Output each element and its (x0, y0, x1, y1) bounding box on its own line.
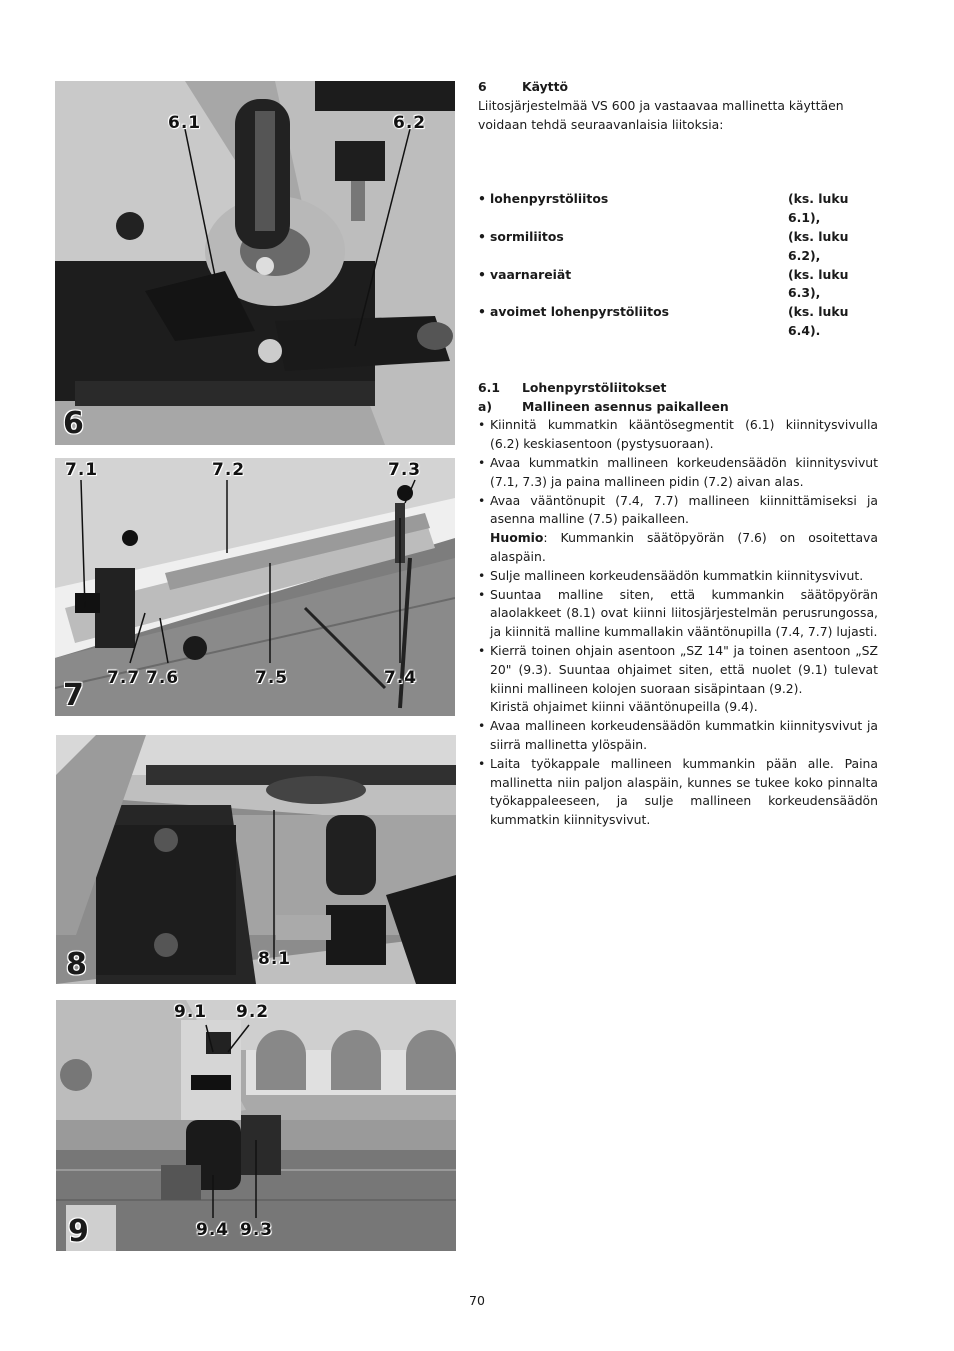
joint-item (478, 266, 878, 304)
subsection-a-heading (478, 398, 878, 417)
figure-9-label-9-2: 9.2 (236, 1002, 270, 1022)
section-6-1-number: 6.1 (478, 379, 500, 395)
bullet-icon: • (478, 718, 486, 734)
joint-reference: (ks. luku 6.2), (788, 228, 849, 263)
step-item (478, 755, 878, 830)
note-label: Huomio (490, 530, 544, 546)
joint-reference: (ks. luku 6.4). (788, 304, 849, 338)
section-6-number: 6 (478, 79, 487, 94)
bullet-icon: • (478, 492, 486, 508)
figure-6-label-6-1: 6.1 (168, 113, 202, 133)
section-6-1-heading (478, 379, 878, 398)
bullet-icon: • (478, 304, 486, 320)
figure-7-label-7-6: 7.6 (146, 668, 180, 688)
figure-9-label-9-4: 9.4 (196, 1220, 230, 1240)
bullet-icon: • (478, 454, 486, 470)
figure-7-number: 7 (63, 678, 84, 713)
section-6-title: Käyttö (522, 79, 569, 94)
step-item (478, 454, 878, 492)
step-text: Laita työkappale mallineen kummankin pään alle. Paina mallinetta niin paljon alaspäin, kunnes se tukee koko pinnalta työkappaleeseen, ja sulje mallineen korkeudensäädön kummatkin kiinnitysvivut. (490, 755, 878, 828)
step-item (478, 492, 878, 530)
figure-7-label-7-5: 7.5 (255, 668, 289, 688)
figure-6-number: 6 (63, 406, 84, 441)
joint-name: avoimet lohenpyrstöliitos (490, 304, 669, 320)
figure-8-number: 8 (66, 947, 87, 982)
joint-item (478, 190, 878, 228)
figure-9-illustration (56, 1000, 456, 1251)
step-text: Suuntaa malline siten, että kummankin säätöpyörän alaolakkeet (8.1) ovat kiinni liitosjärjestelmän perusrungossa, ja kiinnitä malline kummallakin vääntönupilla (7.4, 7.7) lujasti. (490, 586, 878, 640)
subsection-a-title: Mallineen asennus paikalleen (522, 398, 729, 414)
figure-6-illustration (55, 81, 455, 445)
joint-item (478, 303, 878, 341)
step-item (478, 586, 878, 642)
bullet-icon: • (478, 228, 486, 244)
bullet-icon: • (478, 266, 486, 282)
figure-7-label-7-4: 7.4 (384, 668, 418, 688)
joint-name: sormiliitos (490, 228, 564, 244)
figure-7-label-7-1: 7.1 (65, 460, 99, 480)
step-text: Kierrä toinen ohjain asentoon „SZ 14" ja toinen asentoon „SZ 20" (9.3). Suuntaa ohjaimet siten, että nuolet (9.1) tulevat kiinni mallineen kolojen suoraan sisäpintaan (9.2). (490, 642, 878, 696)
figure-8-photo (56, 735, 456, 984)
step-item (478, 717, 878, 755)
bullet-icon: • (478, 417, 486, 433)
joint-reference: (ks. luku 6.1), (788, 191, 849, 226)
figure-7-photo (55, 458, 455, 716)
subsection-a-number: a) (478, 398, 493, 414)
figure-7-label-7-3: 7.3 (388, 460, 422, 480)
joint-list (478, 190, 878, 340)
section-6-intro: Liitosjärjestelmää VS 600 ja vastaavaa mallinetta käyttäen voidaan tehdä seuraavanlaisia liitoksia: (478, 97, 844, 132)
tighten-paragraph: Kiristä ohjaimet kiinni vääntönupeilla (9.4). (490, 699, 758, 715)
figure-8-label-8-1: 8.1 (258, 949, 292, 969)
figure-8-illustration (56, 735, 456, 984)
step-item (478, 642, 878, 698)
figure-9-label-9-3: 9.3 (240, 1220, 274, 1240)
figure-7-label-7-2: 7.2 (212, 460, 246, 480)
joint-reference: (ks. luku 6.3), (788, 266, 849, 301)
bullet-icon: • (478, 642, 486, 658)
step-item (478, 567, 878, 586)
section-6-1 (478, 379, 878, 830)
step-text: Sulje mallineen korkeudensäädön kummatkin kiinnitysvivut. (490, 567, 864, 583)
figure-9-photo (56, 1000, 456, 1251)
step-text: Avaa vääntönupit (7.4, 7.7) mallineen kiinnittämiseksi ja asenna malline (7.5) paikalleen. (490, 492, 878, 527)
joint-name: vaarnareiät (490, 266, 572, 282)
figure-6-label-6-2: 6.2 (393, 113, 427, 133)
bullet-icon: • (478, 586, 486, 602)
bullet-icon: • (478, 755, 486, 771)
page-number: 70 (469, 1293, 485, 1308)
text-column (478, 78, 878, 830)
note-paragraph (478, 529, 878, 567)
figure-7-label-7-7: 7.7 (107, 668, 141, 688)
note-text: : Kummankin säätöpyörän (7.6) on osoitettava alaspäin. (490, 530, 878, 564)
section-6-heading (478, 78, 878, 97)
figure-9-number: 9 (68, 1214, 89, 1249)
step-text: Avaa mallineen korkeudensäädön kummatkin kiinnitysvivut ja siirrä mallinetta ylöspäin. (490, 718, 878, 752)
step-text: Kiinnitä kummatkin kääntösegmentit (6.1) kiinnitysvivulla (6.2) keskiasentoon (pystysuoraan). (490, 417, 878, 452)
figure-6-photo (55, 81, 455, 445)
figure-9-label-9-1: 9.1 (174, 1002, 208, 1022)
bullet-icon: • (478, 191, 486, 207)
bullet-icon: • (478, 567, 486, 583)
step-item (478, 416, 878, 454)
step-text: Avaa kummatkin mallineen korkeudensäädön kiinnitysvivut (7.1, 7.3) ja paina mallineen pidin (7.2) aivan alas. (490, 454, 878, 489)
section-6-1-title: Lohenpyrstöliitokset (522, 379, 667, 395)
joint-item (478, 228, 878, 266)
joint-name: lohenpyrstöliitos (490, 191, 609, 207)
